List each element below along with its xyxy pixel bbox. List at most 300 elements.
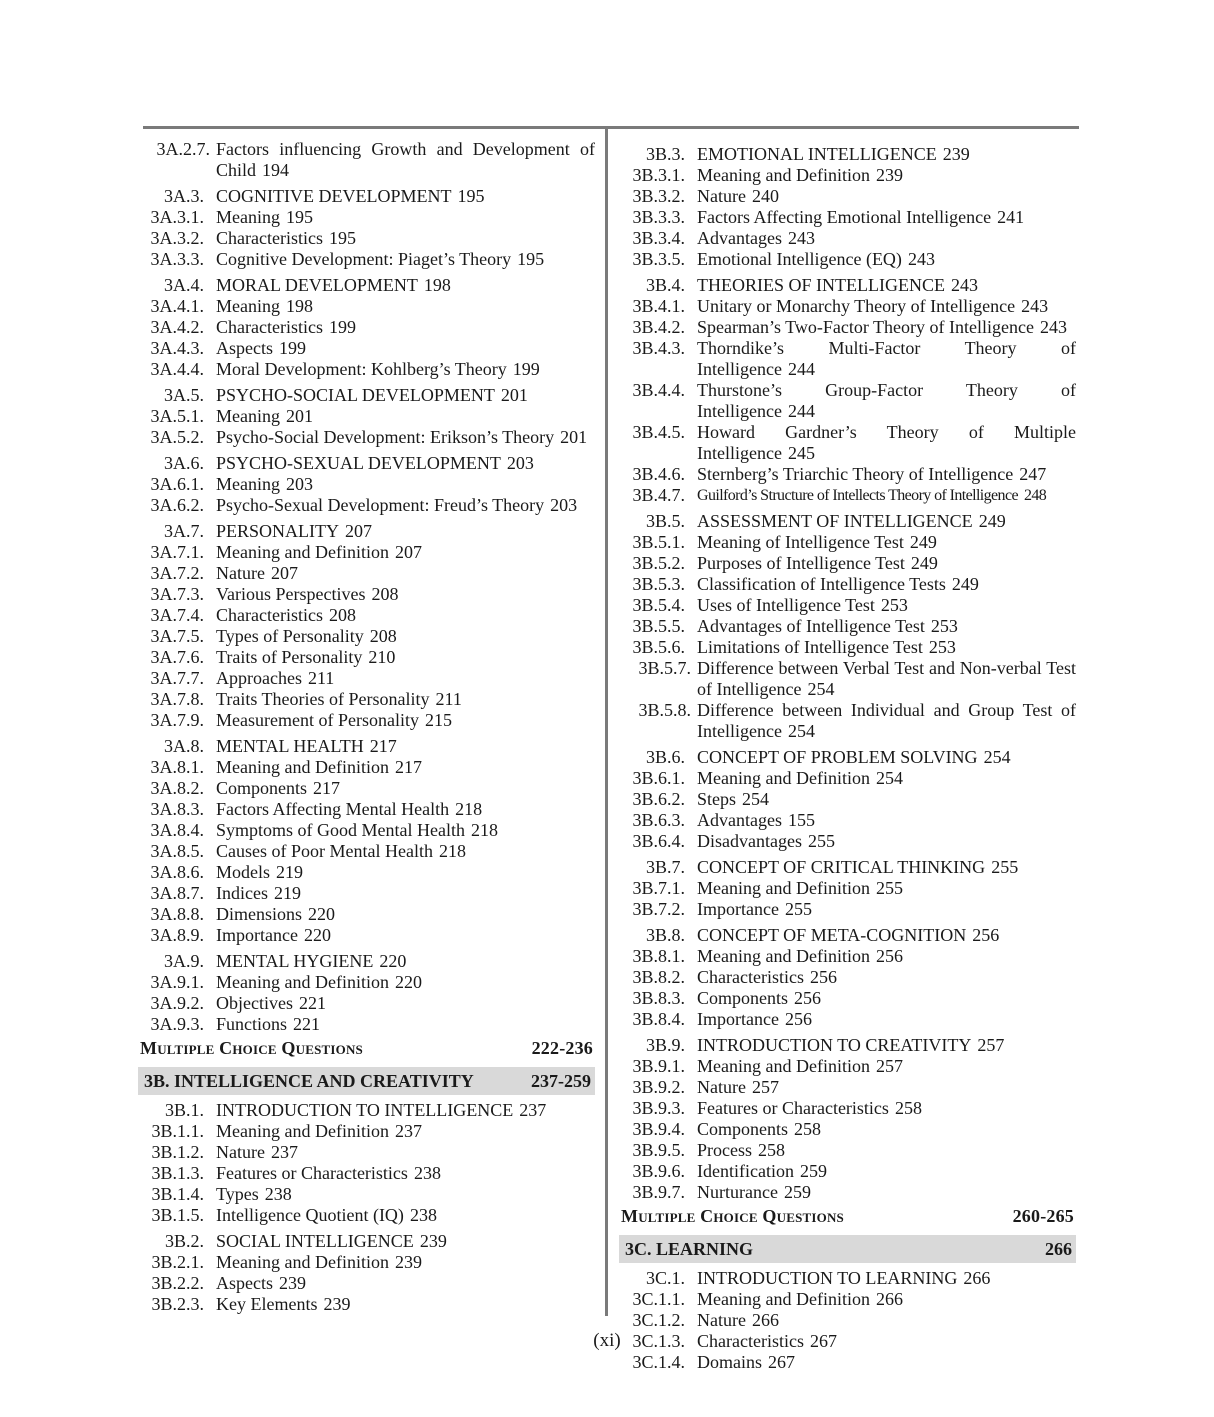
entry-code: 3B.5.3. bbox=[632, 574, 685, 594]
entry-title: Cognitive Development: Piaget’s Theory bbox=[216, 249, 512, 269]
entry-title-wrap bbox=[697, 422, 1076, 464]
toc-entry[interactable] bbox=[138, 1184, 595, 1205]
entry-title: Meaning and Definition bbox=[216, 757, 389, 777]
toc-entry[interactable] bbox=[619, 1119, 1076, 1140]
entry-page: 253 bbox=[930, 616, 958, 636]
entry-title: Howard Gardner’s Theory of Multiple Intelligence bbox=[697, 422, 1076, 463]
toc-entry[interactable] bbox=[138, 841, 595, 862]
entry-title-wrap bbox=[697, 1009, 1076, 1030]
entry-code: 3B.3. bbox=[645, 144, 685, 164]
entry-title-wrap bbox=[697, 946, 1076, 967]
toc-entry[interactable] bbox=[138, 668, 595, 689]
entry-title-wrap bbox=[216, 710, 595, 731]
toc-entry[interactable] bbox=[619, 1352, 1076, 1373]
entry-page: 218 bbox=[470, 820, 498, 840]
entry-page: 241 bbox=[997, 207, 1025, 227]
toc-section-entry[interactable] bbox=[619, 1035, 1076, 1056]
toc-entry[interactable] bbox=[619, 616, 1076, 637]
entry-title: Nature bbox=[697, 1310, 746, 1330]
entry-title: Characteristics bbox=[216, 228, 323, 248]
entry-code: 3C.1.3. bbox=[632, 1331, 685, 1351]
entry-title: Steps bbox=[697, 789, 737, 809]
entry-title: PERSONALITY bbox=[216, 521, 340, 541]
toc-entry[interactable] bbox=[619, 946, 1076, 967]
toc-entry[interactable] bbox=[138, 862, 595, 883]
mcq-label: Multiple Choice Questions bbox=[621, 1206, 844, 1226]
entry-page: 219 bbox=[273, 883, 301, 903]
entry-title-wrap bbox=[216, 904, 595, 925]
entry-title: Indices bbox=[216, 883, 268, 903]
toc-entry[interactable] bbox=[138, 1121, 595, 1142]
entry-title-wrap bbox=[216, 1252, 595, 1273]
toc-entry[interactable] bbox=[138, 1294, 595, 1315]
entry-code: 3B.7.2. bbox=[632, 899, 685, 919]
toc-entry[interactable] bbox=[138, 1014, 595, 1035]
unit-pages: 237-259 bbox=[531, 1071, 591, 1091]
entry-code: 3B.5.6. bbox=[632, 637, 685, 657]
entry-title-wrap bbox=[697, 1310, 1076, 1331]
toc-entry[interactable] bbox=[619, 380, 1076, 422]
entry-code: 3B.4.5. bbox=[632, 422, 685, 442]
toc-entry[interactable] bbox=[138, 647, 595, 668]
entry-page: 155 bbox=[787, 810, 815, 830]
toc-entry[interactable] bbox=[138, 207, 595, 228]
entry-title: Meaning and Definition bbox=[216, 542, 389, 562]
toc-entry[interactable] bbox=[619, 207, 1076, 228]
entry-title-wrap bbox=[697, 1161, 1076, 1182]
entry-title-wrap bbox=[216, 584, 595, 605]
entry-code: 3A.7. bbox=[164, 521, 204, 541]
toc-entry[interactable] bbox=[138, 820, 595, 841]
toc-entry[interactable] bbox=[138, 338, 595, 359]
entry-title: MENTAL HEALTH bbox=[216, 736, 364, 756]
toc-entry[interactable] bbox=[619, 422, 1076, 464]
entry-page: 195 bbox=[517, 249, 545, 269]
entry-code: 3B.9. bbox=[645, 1035, 685, 1055]
toc-section-entry[interactable] bbox=[138, 736, 595, 757]
toc-entry[interactable] bbox=[138, 495, 595, 516]
entry-code: 3B.5. bbox=[645, 511, 685, 531]
entry-code: 3A.7.3. bbox=[150, 584, 204, 604]
toc-section-entry[interactable] bbox=[138, 1100, 595, 1121]
entry-code: 3B.3.2. bbox=[632, 186, 685, 206]
entry-page: 245 bbox=[787, 443, 815, 463]
toc-entry[interactable] bbox=[619, 810, 1076, 831]
entry-title: Intelligence Quotient (IQ) bbox=[216, 1205, 404, 1225]
entry-code: 3B.4.3. bbox=[632, 338, 685, 358]
entry-title-wrap bbox=[216, 385, 595, 406]
entry-code: 3B.2.3. bbox=[151, 1294, 204, 1314]
entry-code: 3B.6.3. bbox=[632, 810, 685, 830]
toc-entry[interactable] bbox=[138, 925, 595, 946]
entry-page: 194 bbox=[262, 160, 290, 180]
page-number: (xi) bbox=[593, 1330, 621, 1351]
entry-page: 201 bbox=[500, 385, 528, 405]
entry-title: Traits of Personality bbox=[216, 647, 363, 667]
toc-entry[interactable] bbox=[619, 1310, 1076, 1331]
toc-entry[interactable] bbox=[619, 988, 1076, 1009]
toc-entry[interactable] bbox=[619, 317, 1076, 338]
entry-title: CONCEPT OF META-COGNITION bbox=[697, 925, 967, 945]
mcq-pages: 260-265 bbox=[1012, 1206, 1074, 1226]
entry-title: Key Elements bbox=[216, 1294, 318, 1314]
toc-entry[interactable] bbox=[619, 1182, 1076, 1203]
entry-code: 3A.7.1. bbox=[150, 542, 204, 562]
entry-title: Moral Development: Kohlberg’s Theory bbox=[216, 359, 507, 379]
entry-title-wrap bbox=[216, 925, 595, 946]
entry-page: 199 bbox=[512, 359, 540, 379]
entry-title-wrap bbox=[216, 521, 595, 542]
entry-code: 3A.6. bbox=[164, 453, 204, 473]
toc-section-entry[interactable] bbox=[138, 951, 595, 972]
entry-title-wrap bbox=[216, 820, 595, 841]
entry-code: 3A.3. bbox=[164, 186, 204, 206]
toc-section-entry[interactable] bbox=[619, 857, 1076, 878]
toc-entry[interactable] bbox=[138, 584, 595, 605]
entry-code: 3A.5.2. bbox=[150, 427, 204, 447]
entry-page: 238 bbox=[409, 1205, 437, 1225]
toc-entry[interactable] bbox=[138, 883, 595, 904]
entry-code: 3B.4.6. bbox=[632, 464, 685, 484]
entry-title: Features or Characteristics bbox=[216, 1163, 408, 1183]
entry-page: 238 bbox=[264, 1184, 292, 1204]
entry-code: 3A.4.2. bbox=[150, 317, 204, 337]
entry-page: 220 bbox=[379, 951, 407, 971]
toc-entry[interactable] bbox=[619, 296, 1076, 317]
toc-entry[interactable] bbox=[619, 165, 1076, 186]
toc-entry[interactable] bbox=[138, 689, 595, 710]
entry-title-wrap bbox=[216, 1273, 595, 1294]
entry-page: 195 bbox=[285, 207, 313, 227]
unit-heading[interactable] bbox=[619, 1235, 1076, 1263]
toc-entry[interactable] bbox=[619, 637, 1076, 658]
entry-page: 239 bbox=[279, 1273, 306, 1293]
toc-entry[interactable] bbox=[138, 406, 595, 427]
entry-title: Causes of Poor Mental Health bbox=[216, 841, 433, 861]
toc-entry[interactable] bbox=[619, 249, 1076, 270]
toc-entry[interactable] bbox=[619, 228, 1076, 249]
entry-page: 254 bbox=[983, 747, 1011, 767]
entry-page: 267 bbox=[768, 1352, 795, 1372]
toc-entry[interactable] bbox=[138, 993, 595, 1014]
entry-code: 3B.7. bbox=[645, 857, 685, 877]
entry-title-wrap bbox=[697, 1077, 1076, 1098]
entry-title: Thorndike’s Multi-Factor Theory of Intelligence bbox=[697, 338, 1076, 379]
toc-entry[interactable] bbox=[138, 778, 595, 799]
toc-entry[interactable] bbox=[138, 799, 595, 820]
entry-code: 3B.4.4. bbox=[632, 380, 685, 400]
entry-title: CONCEPT OF PROBLEM SOLVING bbox=[697, 747, 978, 767]
entry-title: Difference between Verbal Test and Non-verbal Test of Intelligence bbox=[697, 658, 1076, 699]
entry-title-wrap bbox=[697, 768, 1076, 789]
entry-code: 3B.1.2. bbox=[151, 1142, 204, 1162]
toc-entry[interactable] bbox=[138, 1163, 595, 1184]
toc-section-entry[interactable] bbox=[619, 144, 1076, 165]
entry-code: 3A.7.7. bbox=[150, 668, 204, 688]
entry-title: Meaning and Definition bbox=[216, 1121, 389, 1141]
entry-code: 3B.5.8. bbox=[638, 700, 691, 720]
toc-entry[interactable] bbox=[138, 1205, 595, 1226]
entry-title: Meaning and Definition bbox=[697, 165, 870, 185]
entry-title-wrap bbox=[697, 831, 1076, 852]
entry-title: INTRODUCTION TO INTELLIGENCE bbox=[216, 1100, 514, 1120]
entry-title-wrap bbox=[697, 207, 1076, 228]
entry-title-wrap bbox=[697, 988, 1076, 1009]
entry-title: Difference between Individual and Group Test of Intelligence bbox=[697, 700, 1076, 741]
entry-title-wrap bbox=[697, 747, 1076, 768]
toc-entry[interactable] bbox=[619, 464, 1076, 485]
entry-title-wrap bbox=[216, 275, 595, 296]
entry-title-wrap bbox=[216, 1184, 595, 1205]
entry-code: 3B.6.4. bbox=[632, 831, 685, 851]
toc-section-entry[interactable] bbox=[619, 747, 1076, 768]
entry-title: Characteristics bbox=[697, 967, 804, 987]
entry-title-wrap bbox=[697, 616, 1076, 637]
entry-title: Spearman’s Two-Factor Theory of Intelligence bbox=[697, 317, 1034, 337]
entry-page: 248 bbox=[1023, 487, 1047, 504]
entry-code: 3B.1.5. bbox=[151, 1205, 204, 1225]
mcq-entry[interactable] bbox=[138, 1038, 595, 1059]
toc-entry[interactable] bbox=[619, 595, 1076, 616]
toc-section-entry[interactable] bbox=[619, 925, 1076, 946]
toc-section-entry[interactable] bbox=[619, 511, 1076, 532]
entry-code: 3B.8.1. bbox=[632, 946, 685, 966]
entry-title: Meaning and Definition bbox=[697, 1056, 870, 1076]
toc-section-entry[interactable] bbox=[138, 453, 595, 474]
entry-code: 3B.1.4. bbox=[151, 1184, 204, 1204]
toc-entry[interactable] bbox=[619, 1098, 1076, 1119]
entry-page: 195 bbox=[457, 186, 485, 206]
entry-page: 198 bbox=[423, 275, 451, 295]
entry-title-wrap bbox=[697, 857, 1076, 878]
entry-code: 3B.6. bbox=[645, 747, 685, 767]
toc-section-entry[interactable] bbox=[138, 186, 595, 207]
entry-code: 3B.9.4. bbox=[632, 1119, 685, 1139]
entry-title-wrap bbox=[697, 317, 1076, 338]
entry-code: 3C.1.4. bbox=[632, 1352, 685, 1372]
entry-code: 3C.1. bbox=[645, 1268, 685, 1288]
entry-page: 210 bbox=[368, 647, 396, 667]
toc-entry[interactable] bbox=[619, 1140, 1076, 1161]
entry-title: Factors Affecting Mental Health bbox=[216, 799, 450, 819]
entry-title: Classification of Intelligence Tests bbox=[697, 574, 946, 594]
entry-title-wrap bbox=[216, 626, 595, 647]
entry-page: 207 bbox=[394, 542, 422, 562]
entry-title: Domains bbox=[697, 1352, 762, 1372]
entry-page: 255 bbox=[991, 857, 1019, 877]
entry-title: Advantages bbox=[697, 810, 782, 830]
toc-entry[interactable] bbox=[138, 228, 595, 249]
entry-code: 3B.1.1. bbox=[151, 1121, 204, 1141]
toc-section-entry[interactable] bbox=[138, 275, 595, 296]
entry-page: 217 bbox=[394, 757, 422, 777]
mcq-label: Multiple Choice Questions bbox=[140, 1038, 363, 1058]
entry-title-wrap bbox=[697, 532, 1076, 553]
entry-title-wrap bbox=[216, 972, 595, 993]
toc-entry[interactable] bbox=[619, 1289, 1076, 1310]
toc-entry[interactable] bbox=[619, 768, 1076, 789]
entry-code: 3B.5.2. bbox=[632, 553, 685, 573]
entry-page: 243 bbox=[907, 249, 935, 269]
entry-title-wrap bbox=[216, 1142, 595, 1163]
toc-entry[interactable] bbox=[138, 563, 595, 584]
entry-page: 219 bbox=[276, 862, 303, 882]
entry-page: 218 bbox=[455, 799, 483, 819]
entry-title-wrap bbox=[216, 338, 595, 359]
toc-entry[interactable] bbox=[619, 1056, 1076, 1077]
entry-page: 203 bbox=[506, 453, 534, 473]
toc-section-entry[interactable] bbox=[138, 385, 595, 406]
toc-entry[interactable] bbox=[138, 317, 595, 338]
toc-section-entry[interactable] bbox=[619, 275, 1076, 296]
entry-code: 3A.9.1. bbox=[150, 972, 204, 992]
toc-entry[interactable] bbox=[138, 626, 595, 647]
entry-page: 254 bbox=[742, 789, 770, 809]
entry-title: Importance bbox=[697, 899, 779, 919]
toc-entry[interactable] bbox=[619, 967, 1076, 988]
toc-section-entry[interactable] bbox=[138, 521, 595, 542]
entry-page: 208 bbox=[369, 626, 397, 646]
toc-entry[interactable] bbox=[138, 139, 595, 181]
entry-page: 201 bbox=[285, 406, 313, 426]
entry-code: 3B.8.3. bbox=[632, 988, 685, 1008]
entry-page: 240 bbox=[751, 186, 779, 206]
entry-title: MENTAL HYGIENE bbox=[216, 951, 374, 971]
entry-page: 208 bbox=[371, 584, 399, 604]
entry-page: 256 bbox=[972, 925, 1000, 945]
entry-title: Characteristics bbox=[697, 1331, 804, 1351]
toc-entry[interactable] bbox=[619, 574, 1076, 595]
toc-entry[interactable] bbox=[619, 831, 1076, 852]
toc-entry[interactable] bbox=[138, 1273, 595, 1294]
entry-title-wrap bbox=[216, 841, 595, 862]
toc-entry[interactable] bbox=[138, 427, 595, 448]
toc-entry[interactable] bbox=[138, 1142, 595, 1163]
unit-heading[interactable] bbox=[138, 1067, 595, 1095]
toc-entry[interactable] bbox=[619, 485, 1076, 506]
entry-page: 247 bbox=[1019, 464, 1047, 484]
toc-entry[interactable] bbox=[619, 1161, 1076, 1182]
toc-entry[interactable] bbox=[619, 789, 1076, 810]
entry-code: 3B.1.3. bbox=[151, 1163, 204, 1183]
toc-entry[interactable] bbox=[619, 532, 1076, 553]
entry-page: 266 bbox=[751, 1310, 779, 1330]
entry-code: 3B.9.2. bbox=[632, 1077, 685, 1097]
entry-title-wrap bbox=[216, 689, 595, 710]
entry-title: Uses of Intelligence Test bbox=[697, 595, 875, 615]
toc-entry[interactable] bbox=[138, 296, 595, 317]
entry-title: Importance bbox=[697, 1009, 779, 1029]
entry-title-wrap bbox=[216, 736, 595, 757]
entry-page: 249 bbox=[978, 511, 1006, 531]
toc-entry[interactable] bbox=[619, 553, 1076, 574]
entry-page: 238 bbox=[413, 1163, 441, 1183]
toc-entry[interactable] bbox=[619, 658, 1076, 700]
entry-code: 3A.8.6. bbox=[150, 862, 204, 882]
toc-entry[interactable] bbox=[619, 1077, 1076, 1098]
entry-title: Unitary or Monarchy Theory of Intelligence bbox=[697, 296, 1016, 316]
toc-entry[interactable] bbox=[138, 1252, 595, 1273]
toc-entry[interactable] bbox=[138, 249, 595, 270]
toc-right-column bbox=[619, 139, 1076, 1373]
toc-section-entry[interactable] bbox=[619, 1268, 1076, 1289]
mcq-entry[interactable] bbox=[619, 1206, 1076, 1227]
entry-page: 255 bbox=[807, 831, 835, 851]
entry-title-wrap bbox=[697, 810, 1076, 831]
entry-code: 3B.2.1. bbox=[151, 1252, 204, 1272]
entry-title-wrap bbox=[697, 1098, 1076, 1119]
toc-entry[interactable] bbox=[619, 338, 1076, 380]
entry-page: 203 bbox=[550, 495, 578, 515]
entry-title-wrap bbox=[216, 647, 595, 668]
entry-title: Advantages of Intelligence Test bbox=[697, 616, 925, 636]
entry-code: 3A.4.4. bbox=[150, 359, 204, 379]
entry-title-wrap bbox=[697, 338, 1076, 380]
entry-title: Disadvantages bbox=[697, 831, 802, 851]
entry-title: COGNITIVE DEVELOPMENT bbox=[216, 186, 452, 206]
toc-entry[interactable] bbox=[138, 605, 595, 626]
entry-title: Models bbox=[216, 862, 270, 882]
toc-entry[interactable] bbox=[619, 700, 1076, 742]
entry-title: Meaning and Definition bbox=[697, 946, 870, 966]
entry-page: 254 bbox=[787, 721, 815, 741]
entry-title-wrap bbox=[697, 464, 1076, 485]
entry-title: Dimensions bbox=[216, 904, 303, 924]
entry-title: Nurturance bbox=[697, 1182, 778, 1202]
entry-page: 243 bbox=[950, 275, 978, 295]
entry-title-wrap bbox=[216, 993, 595, 1014]
entry-code: 3B.9.7. bbox=[632, 1182, 685, 1202]
toc-section-entry[interactable] bbox=[138, 1231, 595, 1252]
entry-code: 3A.9. bbox=[164, 951, 204, 971]
toc-entry[interactable] bbox=[138, 474, 595, 495]
top-rule bbox=[143, 126, 1079, 129]
toc-entry[interactable] bbox=[138, 904, 595, 925]
toc-entry[interactable] bbox=[619, 878, 1076, 899]
entry-code: 3B.8.4. bbox=[632, 1009, 685, 1029]
entry-title-wrap bbox=[216, 778, 595, 799]
entry-code: 3A.8.3. bbox=[150, 799, 204, 819]
toc-entry[interactable] bbox=[138, 542, 595, 563]
entry-title: Functions bbox=[216, 1014, 288, 1034]
toc-entry[interactable] bbox=[138, 972, 595, 993]
entry-code: 3C.1.1. bbox=[632, 1289, 685, 1309]
entry-title-wrap bbox=[216, 799, 595, 820]
entry-title-wrap bbox=[697, 1056, 1076, 1077]
column-divider bbox=[605, 126, 608, 1316]
toc-entry[interactable] bbox=[138, 710, 595, 731]
entry-title-wrap bbox=[216, 1014, 595, 1035]
entry-title-wrap bbox=[697, 1289, 1076, 1310]
toc-entry[interactable] bbox=[619, 1009, 1076, 1030]
entry-page: 207 bbox=[270, 563, 298, 583]
entry-title: Nature bbox=[216, 1142, 265, 1162]
entry-title: Emotional Intelligence (EQ) bbox=[697, 249, 902, 269]
entry-title: Meaning and Definition bbox=[697, 878, 870, 898]
toc-entry[interactable] bbox=[619, 899, 1076, 920]
entry-code: 3A.7.8. bbox=[150, 689, 204, 709]
entry-title: Components bbox=[697, 988, 789, 1008]
toc-entry[interactable] bbox=[619, 186, 1076, 207]
toc-entry[interactable] bbox=[138, 359, 595, 380]
entry-title-wrap bbox=[216, 453, 595, 474]
toc-entry[interactable] bbox=[138, 757, 595, 778]
entry-page: 237 bbox=[394, 1121, 422, 1141]
entry-title-wrap bbox=[697, 595, 1076, 616]
entry-page: 239 bbox=[875, 165, 903, 185]
entry-title: Types of Personality bbox=[216, 626, 364, 646]
entry-page: 249 bbox=[910, 553, 938, 573]
